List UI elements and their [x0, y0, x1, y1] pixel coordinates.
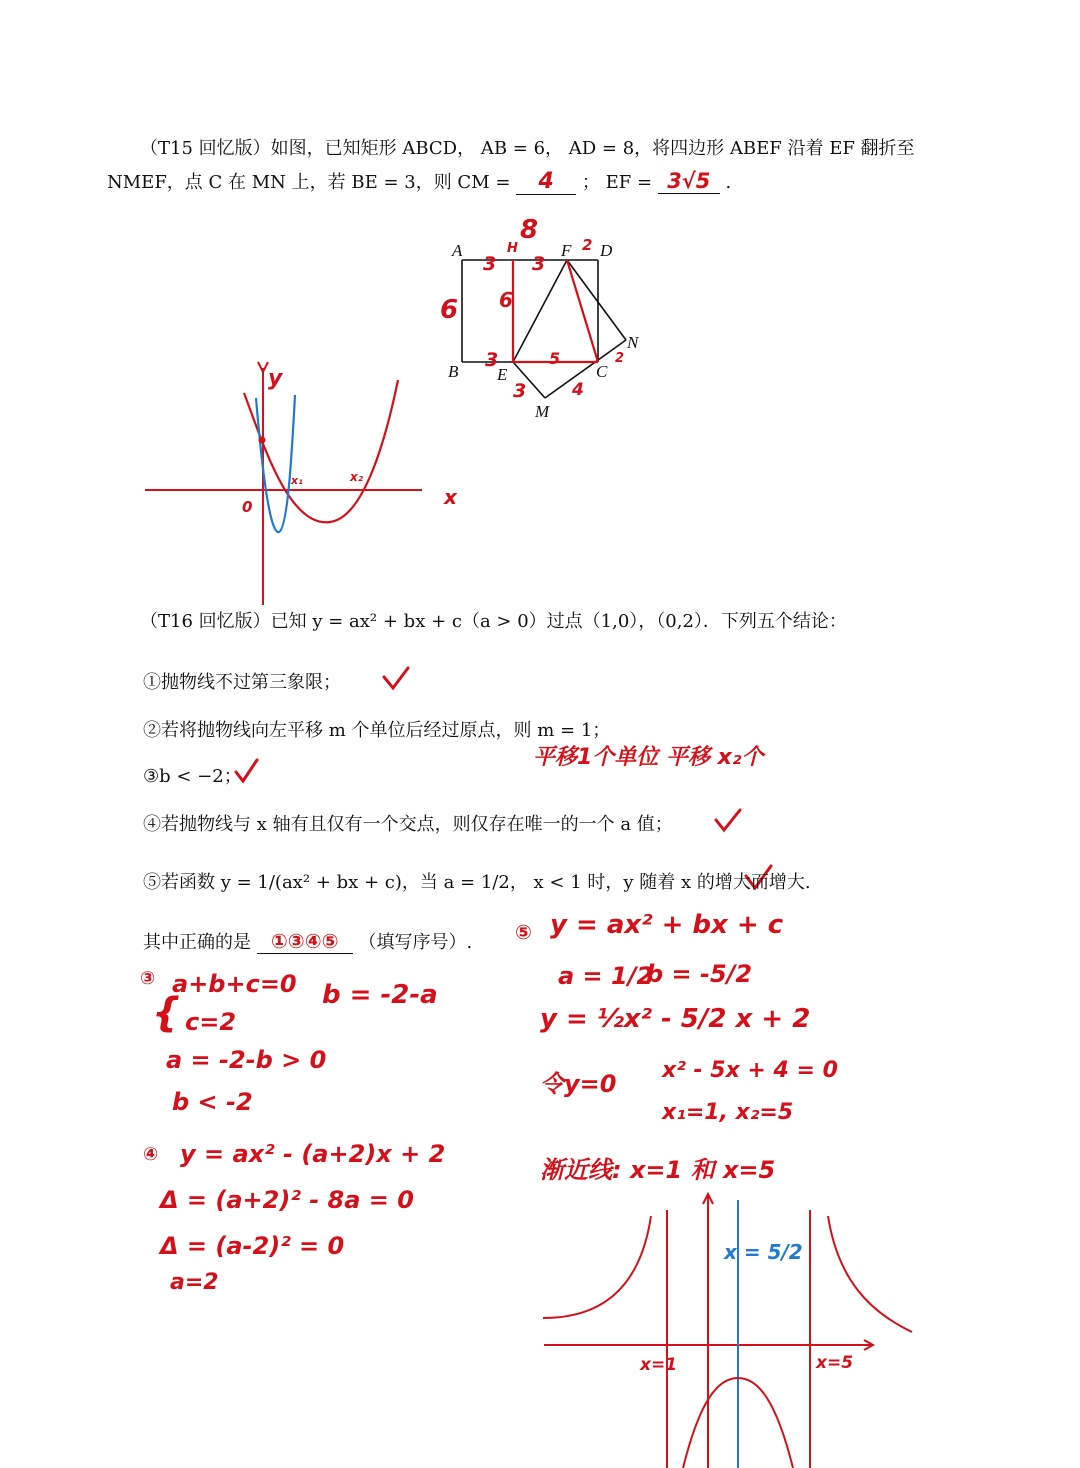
answer-post: （填写序号）.: [358, 932, 473, 953]
cm-answer: 4: [516, 169, 576, 195]
left-branch: [543, 1216, 651, 1318]
reciprocal-sketch: [543, 1194, 912, 1468]
t16-stem: （T16 回忆版）已知 y = ax² + bx + c（a > 0）过点（1,0），（0,2）．下列五个结论：: [140, 611, 847, 632]
anno-a-h: 3: [483, 253, 497, 275]
work-left-eq9: a=2: [170, 1270, 219, 1295]
ef-answer: 3√5: [658, 169, 720, 194]
work-right-eq2b: b = -5/2: [646, 960, 753, 988]
anno-f-d: 2: [582, 236, 593, 254]
t15-line1: （T15 回忆版）如图，已知矩形 ABCD， AB = 6， AD = 8，将四边形 ABEF 沿着 EF 翻折至: [140, 138, 915, 159]
t15-line2-end: .: [725, 172, 732, 193]
sketch2-x5-label: x=5: [816, 1353, 854, 1373]
red-fc-line: [567, 260, 598, 362]
label-n: N: [627, 333, 639, 352]
anno-mid-6: 6: [499, 288, 513, 312]
anno-m-c: 4: [572, 380, 584, 400]
label-a: A: [452, 241, 463, 260]
work-left-eq6: y = ax² - (a+2)x + 2: [180, 1140, 446, 1168]
sketch1-origin: 0: [242, 498, 253, 516]
sketch1-x-label: x: [444, 485, 457, 509]
work-left-eq7: Δ = (a+2)² - 8a = 0: [160, 1186, 414, 1214]
t16-item-3: ③b < −2；: [143, 766, 242, 787]
anno-e-c: 5: [549, 349, 561, 368]
edge-ef: [513, 260, 567, 362]
anno-left-6: 6: [440, 295, 459, 325]
anno-top-8: 8: [520, 215, 539, 245]
check-item4: [716, 810, 740, 830]
work-left-eq1: a+b+c=0: [172, 970, 297, 998]
parabola-sketch: [145, 362, 458, 605]
work-left-brace: {: [152, 990, 181, 1036]
t16-item-4: ④若抛物线与 x 轴有且仅有一个交点，则仅存在唯一的一个 a 值；: [143, 814, 673, 835]
work-right-eq4a: 令y=0: [540, 1070, 617, 1098]
anno-c-n: 2: [615, 351, 625, 366]
edge-fn: [567, 260, 626, 340]
sketch1-y-arrow: [258, 362, 268, 372]
t15-line2-pre: NMEF，点 C 在 MN 上，若 BE = 3，则 CM =: [107, 172, 511, 193]
right-branch: [828, 1216, 912, 1332]
work-right-eq4b: x² - 5x + 4 = 0: [662, 1058, 838, 1083]
work-left-circled4: ④: [143, 1144, 159, 1165]
t16-item-2: ②若将抛物线向左平移 m 个单位后经过原点，则 m = 1；: [143, 720, 611, 741]
sketch1-y-label: y: [268, 366, 283, 391]
t15-line2-mid: ； EF =: [581, 172, 653, 193]
sketch2-x1-label: x=1: [640, 1355, 678, 1375]
work-left-eq2: c=2: [185, 1008, 237, 1036]
work-right-eq1: y = ax² + bx + c: [550, 910, 784, 940]
anno-h-mark: H: [507, 241, 518, 256]
label-d: D: [600, 241, 613, 260]
work-left-circled3: ③: [140, 968, 156, 989]
work-left-eq8: Δ = (a-2)² = 0: [160, 1232, 345, 1260]
red-construction: [513, 260, 598, 362]
answer-filled: ①③④⑤: [257, 929, 353, 954]
label-b: B: [448, 362, 459, 381]
work-left-eq5: b < -2: [172, 1088, 253, 1116]
label-m: M: [535, 402, 550, 421]
label-e: E: [497, 365, 508, 384]
check-item1: [384, 668, 408, 688]
t16-item-1: ①抛物线不过第三象限；: [143, 672, 341, 693]
work-right-circled5: ⑤: [515, 920, 532, 944]
anno-b-e: 3: [485, 349, 499, 371]
blue-parabola: [256, 395, 295, 532]
work-right-eq5: x₁=1, x₂=5: [662, 1100, 794, 1125]
anno-h-f: 3: [532, 253, 546, 275]
work-left-eq3: b = -2-a: [322, 980, 438, 1010]
work-left-eq4: a = -2-b > 0: [166, 1046, 327, 1074]
work-right-eq6: 渐近线: x=1 和 x=5: [540, 1156, 776, 1184]
anno-e-m: 3: [513, 380, 527, 402]
work-right-eq2a: a = 1/2: [558, 962, 654, 990]
work-right-eq3: y = ½x² - 5/2 x + 2: [540, 1004, 811, 1034]
t16-answer: [143, 928, 472, 954]
work-right-sym: x = 5/2: [724, 1240, 803, 1264]
sketch1-x1: x₁: [291, 474, 303, 487]
label-f: F: [561, 241, 572, 260]
checkmarks: [236, 668, 771, 888]
t16-item2-note: 平移1个单位 平移 x₂个: [533, 745, 764, 770]
label-c: C: [596, 362, 608, 381]
intercept-point: [259, 437, 266, 444]
sketch1-x2: x₂: [350, 470, 363, 484]
answer-pre: 其中正确的是: [143, 932, 251, 953]
t16-item-5: ⑤若函数 y = 1/(ax² + bx + c)，当 a = 1/2， x < 1 时，y 随着 x 的增大而增大.: [143, 872, 811, 893]
